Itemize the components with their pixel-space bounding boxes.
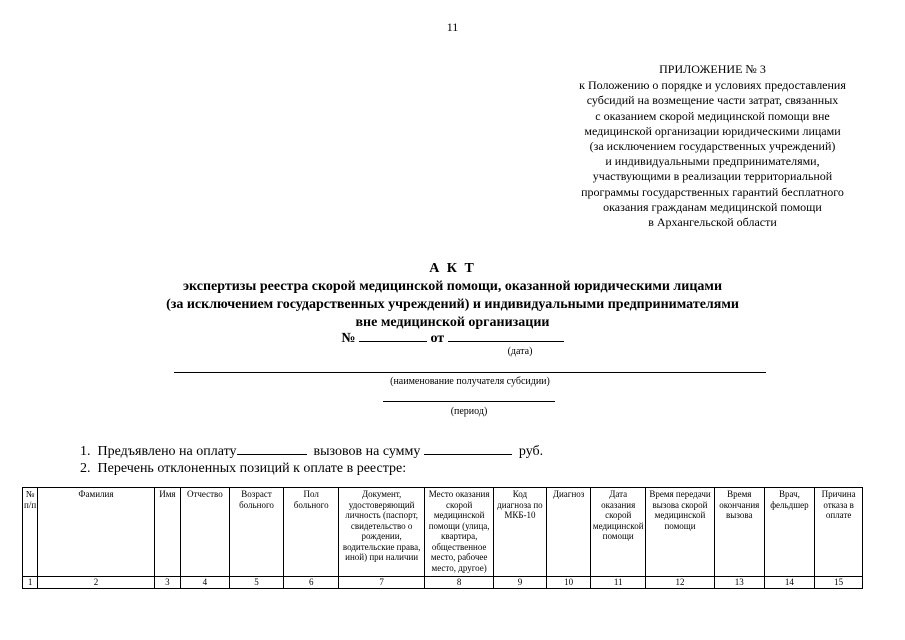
- item1-text-b: вызовов на сумму: [313, 444, 421, 459]
- column-number: 8: [425, 577, 494, 589]
- act-number-line: [100, 330, 805, 347]
- column-header: Документ, удостоверяющий личность (паспорт, свидетельство о рождении, водительские права, иной) при наличии: [339, 488, 425, 577]
- column-number: 15: [815, 577, 863, 589]
- column-header: Время окончания вызова: [714, 488, 764, 577]
- column-number: 14: [764, 577, 815, 589]
- period-caption: (период): [450, 406, 488, 417]
- column-header: Место оказания скорой медицинской помощи (улица, квартира, общественное место, рабочее место, другое): [425, 488, 494, 577]
- item-marker: 2.: [80, 461, 91, 476]
- column-header: Фамилия: [38, 488, 155, 577]
- period-line[interactable]: [383, 401, 555, 402]
- act-title: А К Т: [429, 261, 476, 276]
- act-subtitle-line: вне медицинской организации: [355, 315, 550, 330]
- column-number: 1: [23, 577, 38, 589]
- column-number: 5: [229, 577, 284, 589]
- item1-text-a: Предъявлено на оплату: [97, 444, 237, 459]
- item1-text-c: руб.: [518, 444, 544, 459]
- appendix-line: с оказанием скорой медицинской помощи вне: [595, 108, 830, 123]
- column-header: Врач, фельдшер: [764, 488, 815, 577]
- column-header: Причина отказа в оплате: [815, 488, 863, 577]
- appendix-line: и индивидуальными предпринимателями,: [605, 154, 820, 169]
- number-blank[interactable]: [359, 330, 427, 342]
- appendix-line: оказания гражданам медицинской помощи: [603, 199, 822, 214]
- column-number: 11: [591, 577, 646, 589]
- recipient-caption: (наименование получателя субсидии): [390, 376, 550, 387]
- appendix-line: субсидий на возмещение части затрат, связанных: [586, 93, 839, 108]
- item-presented: [80, 443, 543, 460]
- column-number: 10: [546, 577, 591, 589]
- from-label: от: [430, 331, 445, 346]
- sum-blank[interactable]: [424, 443, 512, 455]
- column-header: Отчество: [181, 488, 230, 577]
- appendix-line: (за исключением государственных учреждений): [589, 139, 836, 154]
- appendix-title: ПРИЛОЖЕНИЕ № 3: [659, 62, 766, 76]
- column-header: Пол больного: [284, 488, 339, 577]
- column-number: 2: [38, 577, 155, 589]
- item2-text: Перечень отклоненных позиций к оплате в реестре:: [97, 461, 407, 476]
- table-number-row: [23, 577, 863, 589]
- appendix-line: в Архангельской области: [648, 215, 777, 230]
- calls-blank[interactable]: [237, 443, 307, 455]
- appendix-line: к Положению о порядке и условиях предоставления: [579, 78, 846, 93]
- rejected-positions-table: [22, 487, 863, 589]
- appendix-block: [555, 62, 870, 230]
- item-marker: 1.: [80, 444, 91, 459]
- column-number: 13: [714, 577, 764, 589]
- recipient-line[interactable]: [174, 372, 766, 373]
- column-number: 3: [154, 577, 180, 589]
- column-header: Код диагноза по МКБ-10: [494, 488, 547, 577]
- items-list: [80, 443, 543, 477]
- column-number: 6: [284, 577, 339, 589]
- column-header: Дата оказания скорой медицинской помощи: [591, 488, 646, 577]
- appendix-line: участвующими в реализации территориальной: [592, 169, 833, 184]
- column-header: Время передачи вызова скорой медицинской помощи: [646, 488, 715, 577]
- column-header: Диагноз: [546, 488, 591, 577]
- column-number: 12: [646, 577, 715, 589]
- act-subtitle-line: экспертизы реестра скорой медицинской помощи, оказанной юридическими лицами: [182, 279, 723, 294]
- appendix-line: программы государственных гарантий бесплатного: [581, 184, 844, 199]
- table-header-row: [23, 488, 863, 577]
- column-number: 9: [494, 577, 547, 589]
- act-title-block: [100, 260, 805, 332]
- date-blank[interactable]: [448, 330, 564, 342]
- column-header: Возраст больного: [229, 488, 284, 577]
- item-rejected-list: [80, 460, 543, 477]
- column-number: 7: [339, 577, 425, 589]
- number-label: №: [341, 331, 356, 346]
- date-caption: (дата): [507, 346, 533, 357]
- page-number: 11: [446, 20, 459, 34]
- act-subtitle-line: (за исключением государственных учреждений) и индивидуальными предпринимателями: [166, 297, 739, 312]
- appendix-line: медицинской организации юридическими лицами: [584, 123, 841, 138]
- column-header: № п/п: [23, 488, 38, 577]
- column-number: 4: [181, 577, 230, 589]
- column-header: Имя: [154, 488, 180, 577]
